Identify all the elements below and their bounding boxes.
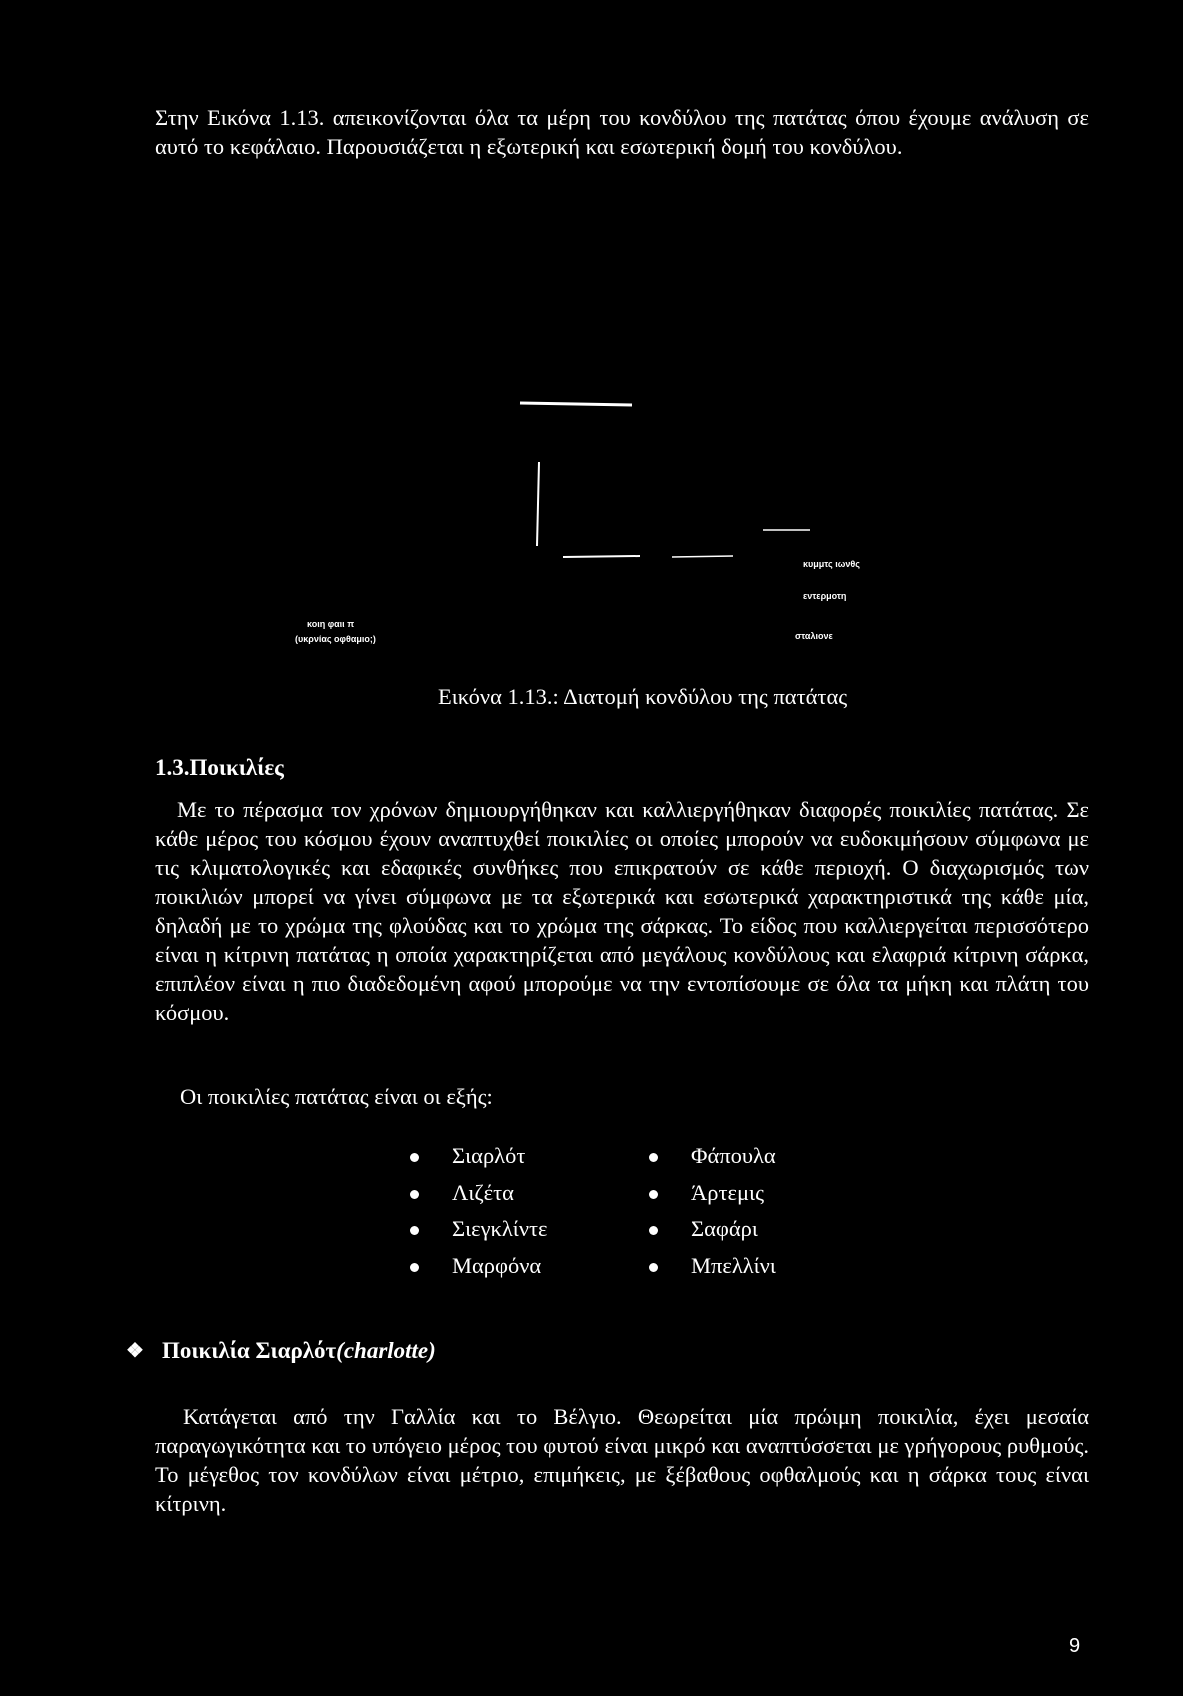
- list-item: [410, 1138, 548, 1175]
- subsection-latin-name: (charlotte): [336, 1338, 436, 1363]
- varieties-intro: Οι ποικιλίες πατάτας είναι οι εξής:: [180, 1084, 493, 1109]
- bullet-icon: [649, 1153, 658, 1162]
- variety-name: Μπελλίνι: [691, 1252, 776, 1278]
- page-number: 9: [1069, 1635, 1081, 1657]
- bullet-icon: [649, 1263, 658, 1272]
- diagram-line-top: [520, 403, 632, 405]
- diamond-bullet-icon: ❖: [126, 1340, 144, 1362]
- list-item: [649, 1175, 776, 1212]
- label-mid-right: εντερμοτη: [803, 591, 847, 601]
- list-item: [410, 1248, 548, 1285]
- label-left-1: κοιη φαιι π: [307, 619, 355, 629]
- label-bottom-right: σταλιονε: [795, 631, 833, 641]
- variety-name: Σιαρλότ: [452, 1143, 526, 1168]
- list-item: [649, 1138, 776, 1175]
- bullet-icon: [410, 1153, 419, 1162]
- potato-tuber-diagram: [280, 390, 920, 670]
- list-item: [649, 1211, 776, 1248]
- section-heading: 1.3.Ποικιλίες: [155, 755, 284, 780]
- bullet-icon: [410, 1190, 419, 1199]
- list-item: [410, 1175, 548, 1212]
- list-item: [649, 1248, 776, 1285]
- subsection-heading: [126, 1338, 436, 1364]
- bullet-icon: [410, 1226, 419, 1235]
- varieties-list-left: [410, 1138, 548, 1284]
- subsection-paragraph: Κατάγεται από την Γαλλία και το Βέλγιο. Θεωρείται μία πρώιμη ποικιλία, έχει μεσαία παραγωγικότητα και το υπόγειο μέρος του φυτού είναι μικρό και αναπτύσσεται με γρήγορους ρυθμούς. Το μέγεθος τον κονδύλων είναι μέτριο, επιμήκεις, με ξέβαθους οφθαλμούς και η σάρκα τους είναι κίτρινη.: [155, 1404, 1089, 1516]
- variety-name: Λιζέτα: [452, 1179, 514, 1205]
- variety-name: Μαρφόνα: [452, 1252, 542, 1278]
- variety-name: Φάπουλα: [691, 1143, 776, 1168]
- bullet-icon: [410, 1263, 419, 1272]
- diagram-line-bottom-mid: [672, 556, 733, 557]
- varieties-list-right: [649, 1138, 776, 1284]
- subsection-title: Ποικιλία Σιαρλότ: [162, 1338, 337, 1363]
- label-top-right: κυμμτς ιωνθς: [803, 559, 860, 569]
- intro-paragraph: Στην Εικόνα 1.13. απεικονίζονται όλα τα μέρη του κονδύλου της πατάτας όπου έχουμε ανάλυση σε αυτό το κεφάλαιο. Παρουσιάζεται η εξωτερική και εσωτερική δομή του κονδύλου.: [155, 105, 1089, 159]
- figure-caption: Εικόνα 1.13.: Διατομή κονδύλου της πατάτας: [438, 684, 848, 709]
- variety-name: Σιεγκλίντε: [452, 1216, 548, 1241]
- diagram-line-vertical: [537, 462, 539, 546]
- diagram-line-bottom-left: [563, 556, 640, 557]
- variety-name: Άρτεμις: [691, 1179, 764, 1205]
- variety-name: Σαφάρι: [691, 1216, 758, 1241]
- label-left-2: (υκρνίας οφθαμιο;): [295, 634, 376, 644]
- list-item: [410, 1211, 548, 1248]
- bullet-icon: [649, 1226, 658, 1235]
- bullet-icon: [649, 1190, 658, 1199]
- section-paragraph: Με το πέρασμα τον χρόνων δημιουργήθηκαν και καλλιεργήθηκαν διαφορές ποικιλίες πατάτας. Σε κάθε μέρος του κόσμου έχουν αναπτυχθεί ποικιλίες οι οποίες μπορούν να ευδοκιμήσουν σύμφωνα με τις κλιματολογικές και εδαφικές συνθήκες που επικρατούν σε κάθε περιοχή. Ο διαχωρισμός των ποικιλιών μπορεί να γίνει σύμφωνα με τα εξωτερικά και εσωτερικά χαρακτηριστικά της κάθε μία, δηλαδή με το χρώμα της φλούδας και το χρώμα της σάρκας. Το είδος που καλλιεργείται περισσότερο είναι η κίτρινη πατάτας η οποία χαρακτηρίζεται από μεγάλους κονδύλους και ελαφριά κίτρινη σάρκα, επιπλέον είναι η πιο διαδεδομένη αφού μπορούμε να την εντοπίσουμε σε όλα τα μήκη και πλάτη του κόσμου.: [155, 797, 1089, 1025]
